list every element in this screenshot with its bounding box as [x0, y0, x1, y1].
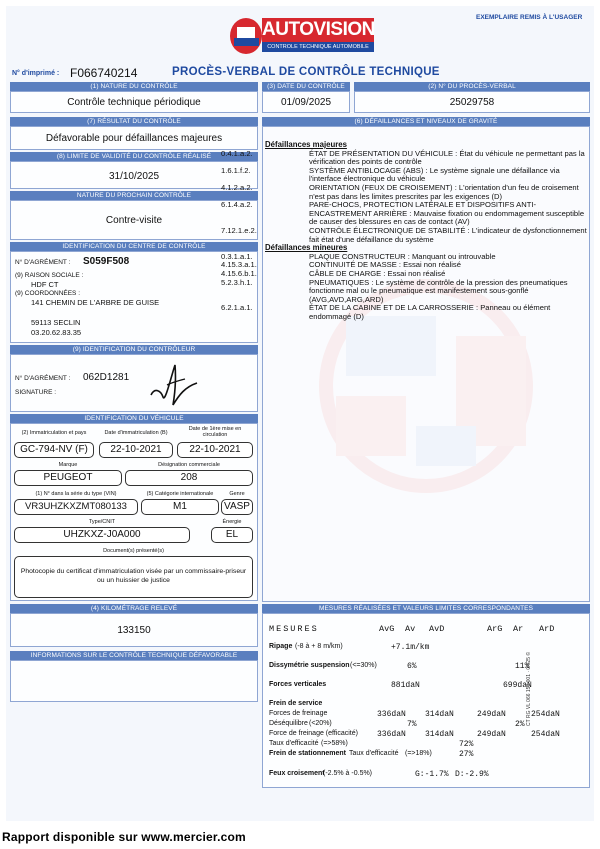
defect-description: : L'orientation d'un feu de croisement n'est pas dans les limites prescrites par les exigences (D) [309, 182, 579, 201]
parking-label: Frein de stationnement [269, 750, 347, 757]
imbalance-label: Déséquilibre [269, 720, 308, 727]
center-address: 141 CHEMIN DE L'ARBRE DE GUISE [31, 298, 160, 307]
document-title: PROCÈS-VERBAL DE CONTRÔLE TECHNIQUE [172, 66, 440, 78]
efficiency-limit: (=>58%) [321, 740, 348, 747]
crosswind-limit: (-2.5% à -0.5%) [323, 770, 373, 777]
dissymetry-limit: (<=30%) [350, 662, 377, 669]
efficient-force-label: Force de freinage (efficacité) [269, 730, 358, 737]
inspector-agreement-label: N° D'AGRÉMENT : [15, 375, 71, 382]
make-value: PEUGEOT [14, 470, 122, 486]
next-control-value: Contre-visite [105, 215, 163, 226]
defect-description: : Manquant ou introuvable [405, 251, 496, 261]
dissymetry-label: Dissymétrie suspension [269, 662, 350, 669]
braking-forces-label: Forces de freinage [269, 710, 328, 717]
make-label: Marque [58, 462, 78, 468]
brand-tagline: CONTROLE TECHNIQUE AUTOMOBILE [262, 42, 374, 52]
report-number-value: 25029758 [449, 97, 495, 108]
defect-code: 7.12.1.e.2. [221, 225, 257, 235]
plate-label: (2) Immatriculation et pays [21, 430, 87, 436]
control-result-header: (7) RÉSULTAT DU CONTRÔLE [10, 117, 258, 126]
defect-code: 0.4.1.a.2. [221, 148, 253, 158]
model-value: 208 [125, 470, 253, 486]
type-value: UHZKXZ-J0A000 [14, 527, 190, 543]
first-date-label: Date de 1ère mise en circulation [188, 426, 242, 438]
crosswind-d: D:-2.9% [455, 770, 489, 779]
genre-label: Genre [229, 491, 245, 497]
vehicle-box [10, 423, 258, 601]
bf-ard: 254daN [531, 710, 560, 719]
control-nature-header: (1) NATURE DU CONTRÔLE [10, 82, 258, 91]
defect-title: ORIENTATION (FEUX DE CROISEMENT) [309, 182, 453, 192]
print-number-label: N° d'imprimé : [12, 70, 60, 77]
center-coords-label: (9) COORDONNÉES : [15, 290, 81, 297]
vin-value: VR3UHZKXZMT080133 [14, 499, 138, 515]
imbalance-ar: 2% [515, 720, 525, 729]
vertical-label: Forces verticales [269, 681, 327, 688]
defect-code: 6.1.4.a.2. [221, 200, 253, 210]
defect-item [221, 148, 587, 167]
parking-limit: (=>18%) [405, 750, 432, 757]
footer-text: Rapport disponible sur www.mercier.com [2, 830, 246, 844]
first-date-value: 22-10-2021 [177, 442, 253, 458]
docs-label: Document(s) présenté(s) [103, 548, 164, 554]
validity-value: 31/10/2025 [108, 171, 160, 182]
ripage-limit: (-8 à + 8 m/km) [295, 643, 343, 650]
defect-title: CÂBLE DE CHARGE [309, 268, 382, 278]
defect-description: : Le système de contrôle de la pression des pneumatiques fonctionne mal ou le pneumatique est manifestement sous-gonflé (AVG,AVD,ARG,ARD) [309, 277, 568, 304]
next-control-header: NATURE DU PROCHAIN CONTRÔLE [10, 191, 258, 200]
defects-header: (6) DÉFAILLANCES ET NIVEAUX DE GRAVITÉ [262, 117, 590, 126]
defect-description: : Panneau ou élément endommagé (D) [309, 303, 551, 321]
minor-defects-title: Défaillances mineures [265, 243, 348, 253]
model-label: Désignation commerciale [158, 462, 220, 468]
defect-description: : Essai non réalisé [381, 268, 446, 278]
defect-code: 0.3.1.a.1. [221, 251, 253, 261]
bf-avd: 314daN [425, 710, 454, 719]
bf-arg: 249daN [477, 710, 506, 719]
reg-date-label: Date d'immatriculation (B) [104, 430, 168, 436]
defect-title: PLAQUE CONSTRUCTEUR [309, 251, 406, 261]
control-result-value: Défavorable pour défaillances majeures [45, 133, 223, 144]
major-defects-list [221, 148, 587, 245]
ef-avd: 314daN [425, 730, 454, 739]
defect-title: PARE-CHOCS, PROTECTION LATÉRALE ET DISPOSITIFS ANTI-ENCASTREMENT ARRIÈRE [309, 200, 537, 218]
defect-title: ÉTAT DE PRÉSENTATION DU VÉHICULE [309, 148, 454, 158]
control-result-box [10, 126, 258, 150]
vehicle-header: IDENTIFICATION DU VÉHICULE [10, 414, 258, 423]
inspector-agreement-value: 062D1281 [83, 372, 130, 383]
inspector-box [10, 354, 258, 412]
service-brake-label: Frein de service [269, 700, 323, 707]
print-number-value: F066740214 [70, 66, 138, 80]
measures-box [262, 613, 590, 788]
control-nature-value: Contrôle technique périodique [67, 97, 201, 108]
crosswind-g: G:-1.7% [415, 770, 449, 779]
unfavorable-info-header: INFORMATIONS SUR LE CONTRÔLE TECHNIQUE DÉFAVORABLE [10, 651, 258, 660]
crosswind-label: Feux croisement [269, 770, 325, 777]
reg-date-value: 22-10-2021 [99, 442, 173, 458]
defect-title: PNEUMATIQUES [309, 277, 370, 287]
report-number-header: (2) N° DU PROCÈS-VERBAL [354, 82, 590, 91]
col-avg: AvG [379, 624, 395, 634]
category-label: (5) Catégorie internationale [146, 491, 214, 497]
center-header: IDENTIFICATION DU CENTRE DE CONTRÔLE [10, 242, 258, 251]
vin-label: (1) N° dans la série du type (VIN) [35, 491, 117, 497]
defect-item [221, 182, 587, 201]
ef-avg: 336daN [377, 730, 406, 739]
plate-value: GC-794-NV (F) [14, 442, 94, 458]
col-av: Av [405, 624, 416, 634]
efficiency-label: Taux d'efficacité [269, 740, 319, 747]
efficiency-value: 72% [459, 740, 474, 749]
defect-code: 4.1.2.a.2. [221, 182, 253, 192]
col-avd: AvD [429, 624, 445, 634]
mileage-value: 133150 [117, 625, 151, 636]
defect-description: : Essai non réalisé [396, 260, 461, 270]
copy-label: EXEMPLAIRE REMIS À L'USAGER [476, 14, 583, 21]
side-code: CT RG VL 066 150 001 · 04/25 © [526, 651, 532, 726]
defect-item [221, 225, 587, 244]
center-city: 59113 SECLIN [31, 318, 81, 327]
defect-code: 4.15.3.a.1. [221, 260, 257, 270]
defect-title: CONTINUITÉ DE MASSE [309, 260, 397, 270]
bf-avg: 336daN [377, 710, 406, 719]
col-arg: ArG [487, 624, 503, 634]
unfavorable-info-box [10, 660, 258, 702]
imbalance-limit: (<20%) [309, 720, 332, 727]
col-ard: ArD [539, 624, 555, 634]
signature-image [145, 357, 201, 409]
report-sheet [6, 6, 594, 821]
vertical-ar: 699daN [503, 681, 532, 690]
docs-value-box [14, 556, 253, 598]
defect-code: 1.6.1.f.2. [221, 165, 251, 175]
dissymetry-ar: 11% [515, 662, 530, 671]
defect-title: ÉTAT DE LA CABINE ET DE LA CARROSSERIE [309, 303, 474, 313]
type-label: Type/CNIT [88, 519, 116, 525]
energy-label: Énergie [222, 519, 242, 525]
genre-value: VASP [221, 499, 253, 515]
defect-item [221, 200, 587, 227]
defect-item [221, 303, 587, 321]
center-phone: 03.20.62.83.35 [31, 328, 82, 337]
defect-code: 5.2.3.h.1. [221, 277, 253, 287]
parking-rate-label: Taux d'efficacité [349, 750, 399, 757]
defect-item [221, 165, 587, 184]
ef-ard: 254daN [531, 730, 560, 739]
vertical-av: 881daN [391, 681, 420, 690]
validity-header: (8) LIMITE DE VALIDITÉ DU CONTRÔLE RÉALISÉ [10, 152, 258, 161]
center-company-label: (9) RAISON SOCIALE : [15, 272, 84, 279]
brand-logo [230, 14, 374, 56]
mileage-box [10, 613, 258, 647]
defect-code: 6.2.1.a.1. [221, 303, 253, 313]
report-number-box [354, 91, 590, 113]
inspector-signature-label: SIGNATURE : [15, 389, 57, 396]
measures-title: MESURES [269, 624, 319, 634]
defect-description: : L'indicateur de dysfonctionnement fait état d'une défaillance du système [309, 225, 587, 244]
center-agreement-value: S059F508 [83, 256, 130, 267]
ripage-value: +7.1m/km [391, 643, 430, 652]
major-defects-title: Défaillances majeures [265, 140, 347, 149]
center-agreement-label: N° D'AGRÉMENT : [15, 259, 71, 266]
imbalance-av: 7% [407, 720, 417, 729]
control-date-box [262, 91, 350, 113]
defect-description: : Mauvaise fixation ou endommagement susceptible de causer des blessures en cas de contact (AV) [309, 208, 585, 227]
measures-header: MESURES RÉALISÉES ET VALEURS LIMITES CORRESPONDANTES [262, 604, 590, 613]
docs-value: Photocopie du certificat d'immatriculation visée par un commissaire-priseur ou un huissier de justice [20, 568, 247, 584]
mileage-header: (4) KILOMÉTRAGE RELEVÉ [10, 604, 258, 613]
col-ar: Ar [513, 624, 524, 634]
center-company-value: HDF CT [31, 280, 59, 289]
control-nature-box [10, 91, 258, 113]
inspector-header: (9) IDENTIFICATION DU CONTRÔLEUR [10, 345, 258, 354]
control-date-value: 01/09/2025 [280, 97, 332, 108]
defect-description: : État du véhicule ne permettant pas la vérification des points de contrôle [309, 148, 585, 167]
defect-title: CONTRÔLE ÉLECTRONIQUE DE STABILITÉ [309, 225, 466, 235]
energy-value: EL [211, 527, 253, 543]
minor-defects-list [221, 251, 587, 322]
parking-value: 27% [459, 750, 474, 759]
defect-description: : Le système signale une défaillance via l'interface électronique du véhicule [309, 165, 560, 184]
dissymetry-av: 6% [407, 662, 417, 671]
defect-code: 4.15.6.b.1. [221, 268, 257, 278]
ripage-label: Ripage [269, 643, 293, 650]
defect-title: SYSTÈME ANTIBLOCAGE (ABS) [309, 165, 424, 175]
category-value: M1 [141, 499, 219, 515]
defect-item [221, 277, 587, 305]
control-date-header: (3) DATE DU CONTRÔLE [262, 82, 350, 91]
ef-arg: 249daN [477, 730, 506, 739]
brand-name: AUTOVISION [262, 19, 375, 40]
